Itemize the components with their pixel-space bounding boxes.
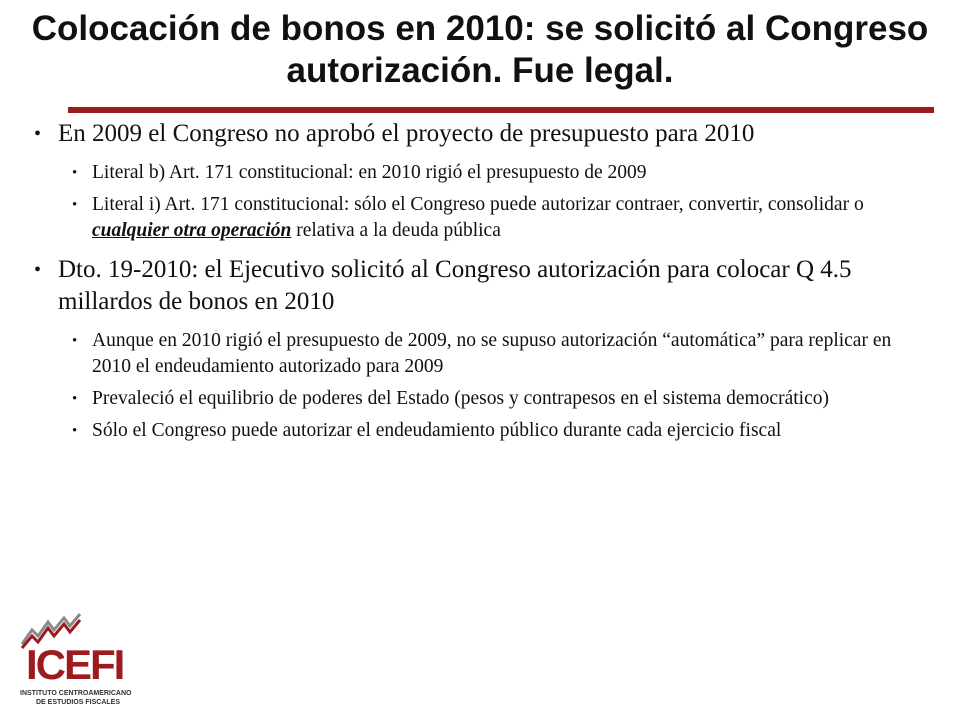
sub-bullet-literal-i [58, 192, 924, 244]
emphasized-phrase: cualquier otra operación [92, 220, 292, 241]
sub-bullet-balance-of-powers [58, 386, 924, 412]
sub-bullet-marker: • [72, 391, 78, 407]
sub-bullet-text: Literal b) Art. 171 constitucional: en 2010 rigió el presupuesto de 2009 [92, 162, 647, 183]
sub-bullet-literal-b [58, 160, 924, 186]
icefi-logo [20, 610, 130, 720]
bullet-marker: • [34, 259, 42, 281]
sub-bullet-marker: • [72, 165, 78, 181]
logo-subtitle-line2: DE ESTUDIOS FISCALES [36, 699, 121, 706]
sub-bullet-marker: • [72, 197, 78, 213]
sub-bullet-only-congress [58, 418, 924, 444]
sub-bullet-text: Prevaleció el equilibrio de poderes del Estado (pesos y contrapesos en el sistema democrático) [92, 388, 829, 409]
sub-bullet-text: Aunque en 2010 rigió el presupuesto de 2009, no se supuso autorización “automática” para replicar en 2010 el endeudamiento autorizado para 2009 [92, 330, 892, 377]
bullet-text: Dto. 19-2010: el Ejecutivo solicitó al Congreso autorización para colocar Q 4.5 millardos de bonos en 2010 [58, 256, 852, 315]
sub-bullet-text-before: Literal i) Art. 171 constitucional: sólo el Congreso puede autorizar contraer, convertir, consolidar o [92, 194, 864, 215]
slide-title: Colocación de bonos en 2010: se solicitó al Congreso autorización. Fue legal. [31, 9, 929, 90]
title-divider [68, 107, 934, 113]
bullet-budget-not-approved [34, 118, 924, 150]
bullet-marker: • [34, 123, 42, 145]
sub-bullet-marker: • [72, 423, 78, 439]
sub-bullet-text-after: relativa a la deuda pública [291, 220, 501, 241]
sub-bullet-text: Sólo el Congreso puede autorizar el endeudamiento público durante cada ejercicio fiscal [92, 420, 782, 441]
bullet-text: En 2009 el Congreso no aprobó el proyecto de presupuesto para 2010 [58, 120, 755, 147]
sub-bullet-no-automatic-authorization [58, 328, 924, 380]
bullet-decree-19-2010 [34, 254, 924, 318]
sub-bullet-marker: • [72, 333, 78, 349]
logo-subtitle-line1: INSTITUTO CENTROAMERICANO [20, 690, 132, 697]
slide-content [34, 118, 924, 450]
logo-wordmark: ICEFI [26, 641, 124, 688]
